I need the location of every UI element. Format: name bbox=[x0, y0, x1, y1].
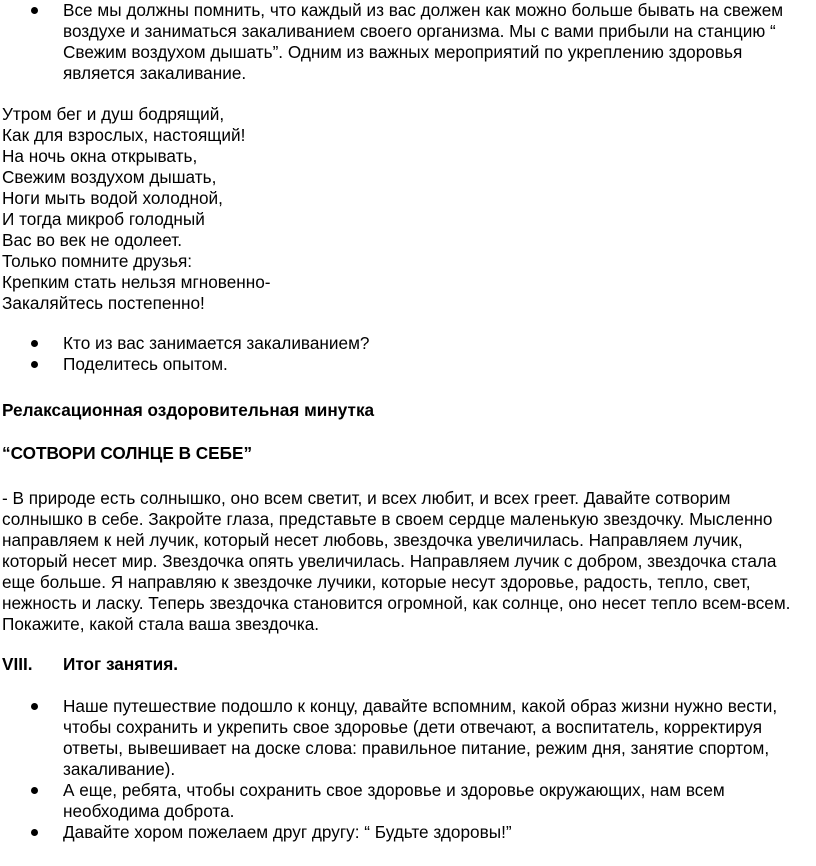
relax-title: “СОТВОРИ СОЛНЦЕ В СЕБЕ” bbox=[2, 443, 253, 463]
bullet-icon bbox=[31, 787, 38, 794]
poem-line: Крепким стать нельзя мгновенно- bbox=[2, 272, 271, 292]
list-item-text: Поделитесь опытом. bbox=[63, 354, 228, 374]
list-item-text: Давайте хором пожелаем друг другу: “ Будьте здоровы!” bbox=[63, 822, 512, 842]
intro-bullet-list bbox=[0, 0, 803, 84]
list-item-text: Наше путешествие подошло к концу, давайте вспомним, какой образ жизни нужно вести, чтобы сохранить и укрепить свое здоровье (дети отвечают, а воспитатель, корректируя ответы, вывешивает на доске слова: правильное питание, режим дня, занятие спортом, закаливание). bbox=[63, 696, 778, 779]
poem-line: Ноги мыть водой холодной, bbox=[2, 188, 223, 208]
section-heading bbox=[2, 654, 178, 675]
poem-line: Свежим воздухом дышать, bbox=[2, 167, 217, 187]
bullet-icon bbox=[31, 7, 38, 14]
poem bbox=[2, 104, 271, 314]
section-title: Итог занятия. bbox=[63, 654, 179, 674]
list-item-text: Кто из вас занимается закаливанием? bbox=[63, 333, 370, 353]
bullet-icon bbox=[31, 703, 38, 710]
poem-line: И тогда микроб голодный bbox=[2, 209, 205, 229]
section-number: VIII. bbox=[2, 654, 33, 674]
bullet-icon bbox=[31, 361, 38, 368]
list-item-text: А еще, ребята, чтобы сохранить свое здоровье и здоровье окружающих, нам всем необходима доброта. bbox=[63, 780, 725, 821]
bullet-icon bbox=[31, 340, 38, 347]
list-item bbox=[0, 696, 803, 780]
poem-line: На ночь окна открывать, bbox=[2, 146, 198, 166]
list-item-text: Все мы должны помнить, что каждый из вас должен как можно больше бывать на свежем воздухе и заниматься закаливанием своего организма. Мы с вами прибыли на станцию “ Свежим воздухом дышать”. Одним из важных мероприятий по укреплению здоровья является закаливание. bbox=[63, 0, 784, 83]
list-item bbox=[0, 822, 803, 843]
list-item bbox=[0, 780, 803, 822]
list-item bbox=[0, 0, 803, 84]
question-bullet-list bbox=[0, 333, 803, 375]
list-item bbox=[0, 354, 803, 375]
poem-line: Как для взрослых, настоящий! bbox=[2, 125, 246, 145]
relax-heading: Релаксационная оздоровительная минутка bbox=[2, 400, 375, 420]
poem-line: Вас во век не одолеет. bbox=[2, 230, 182, 250]
poem-line: Закаляйтесь постепенно! bbox=[2, 293, 205, 313]
poem-line: Только помните друзья: bbox=[2, 251, 193, 271]
bullet-icon bbox=[31, 829, 38, 836]
relax-paragraph: - В природе есть солнышко, оно всем светит, и всех любит, и всех греет. Давайте сотворим солнышко в себе. Закройте глаза, представьте в своем сердце маленькую звездочку. Мысленно направляем к ней лучик, который несет любовь, звездочка увеличилась. Направляем лучик, который несет мир. Звездочка опять увеличилась. Направляем лучик с добром, звездочка стала еще больше. Я направляю к звездочке лучики, которые несут здоровье, радость, тепло, свет, нежность и ласку. Теперь звездочка становится огромной, как солнце, оно несет тепло всем-всем. Покажите, какой стала ваша звездочка. bbox=[2, 488, 791, 634]
list-item bbox=[0, 333, 803, 354]
final-bullet-list bbox=[0, 696, 803, 843]
poem-line: Утром бег и душ бодрящий, bbox=[2, 104, 225, 124]
